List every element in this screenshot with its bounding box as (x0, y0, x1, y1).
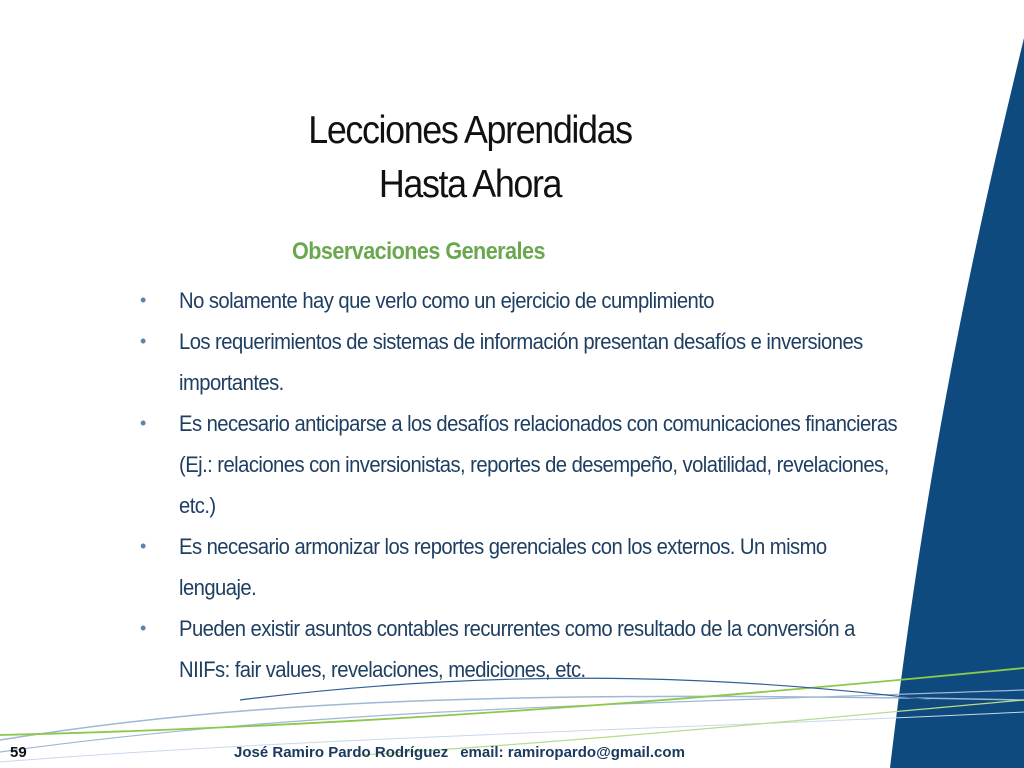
slide-title (249, 104, 691, 212)
bullet-text: No solamente hay que verlo como un ejercicio de cumplimiento (179, 288, 715, 313)
bullet-text: Es necesario armonizar los reportes gerenciales con los externos. Un mismo lenguaje. (179, 534, 827, 600)
footer-email: email: ramiropardo@gmail.com (460, 744, 685, 761)
bullet-marker: • (140, 618, 146, 638)
page-number: 59 (10, 744, 27, 761)
bullet-marker: • (140, 413, 146, 433)
bullet-item (140, 608, 900, 690)
bullet-marker: • (140, 290, 146, 310)
footer-author: José Ramiro Pardo Rodríguez (234, 744, 449, 761)
bullet-marker: • (140, 536, 146, 556)
footer-credit (234, 744, 685, 761)
bullet-list (140, 280, 900, 690)
title-line-1: Lecciones Aprendidas (308, 109, 632, 152)
bullet-item (140, 526, 900, 608)
slide-subtitle: Observaciones Generales (292, 238, 545, 265)
bullet-marker: • (140, 331, 146, 351)
title-line-2: Hasta Ahora (378, 163, 562, 206)
bullet-text: Es necesario anticiparse a los desafíos relacionados con comunicaciones financieras (Ej.: relaciones con inversionistas, reportes de desempeño, volatilidad, revelaciones, etc.) (179, 411, 898, 518)
bullet-item (140, 321, 900, 403)
bullet-item (140, 403, 900, 526)
bullet-text: Pueden existir asuntos contables recurrentes como resultado de la conversión a NIIFs: fair values, revelaciones, mediciones, etc. (179, 616, 855, 682)
bullet-text: Los requerimientos de sistemas de información presentan desafíos e inversiones importantes. (179, 329, 863, 395)
bullet-item (140, 280, 900, 321)
